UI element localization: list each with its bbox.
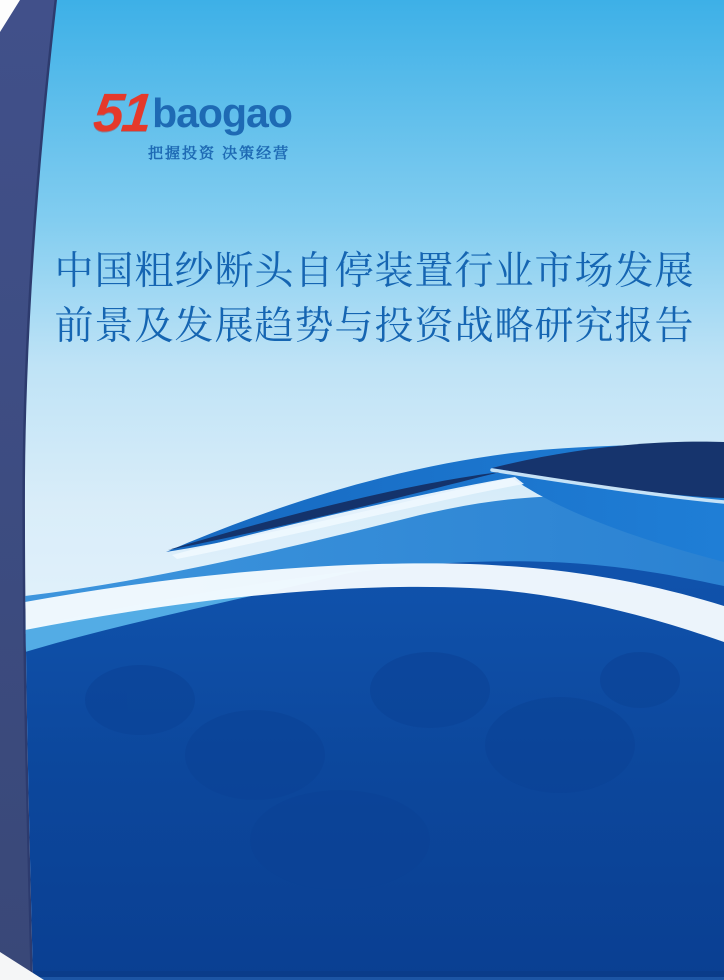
logo-tagline: 把握投资 决策经营: [148, 145, 291, 162]
report-title-line-1: 中国粗纱断头自停装置行业市场发展: [54, 250, 695, 293]
bottom-edge-strip: [25, 971, 724, 977]
logo-51-mark: 51: [90, 83, 154, 143]
report-title-line-2: 前景及发展趋势与投资战略研究报告: [54, 305, 695, 348]
logo-wordmark-row: [90, 83, 292, 143]
logo-wordmark: baogao: [152, 90, 292, 136]
brand-logo: [90, 83, 292, 162]
report-title: [25, 244, 724, 354]
